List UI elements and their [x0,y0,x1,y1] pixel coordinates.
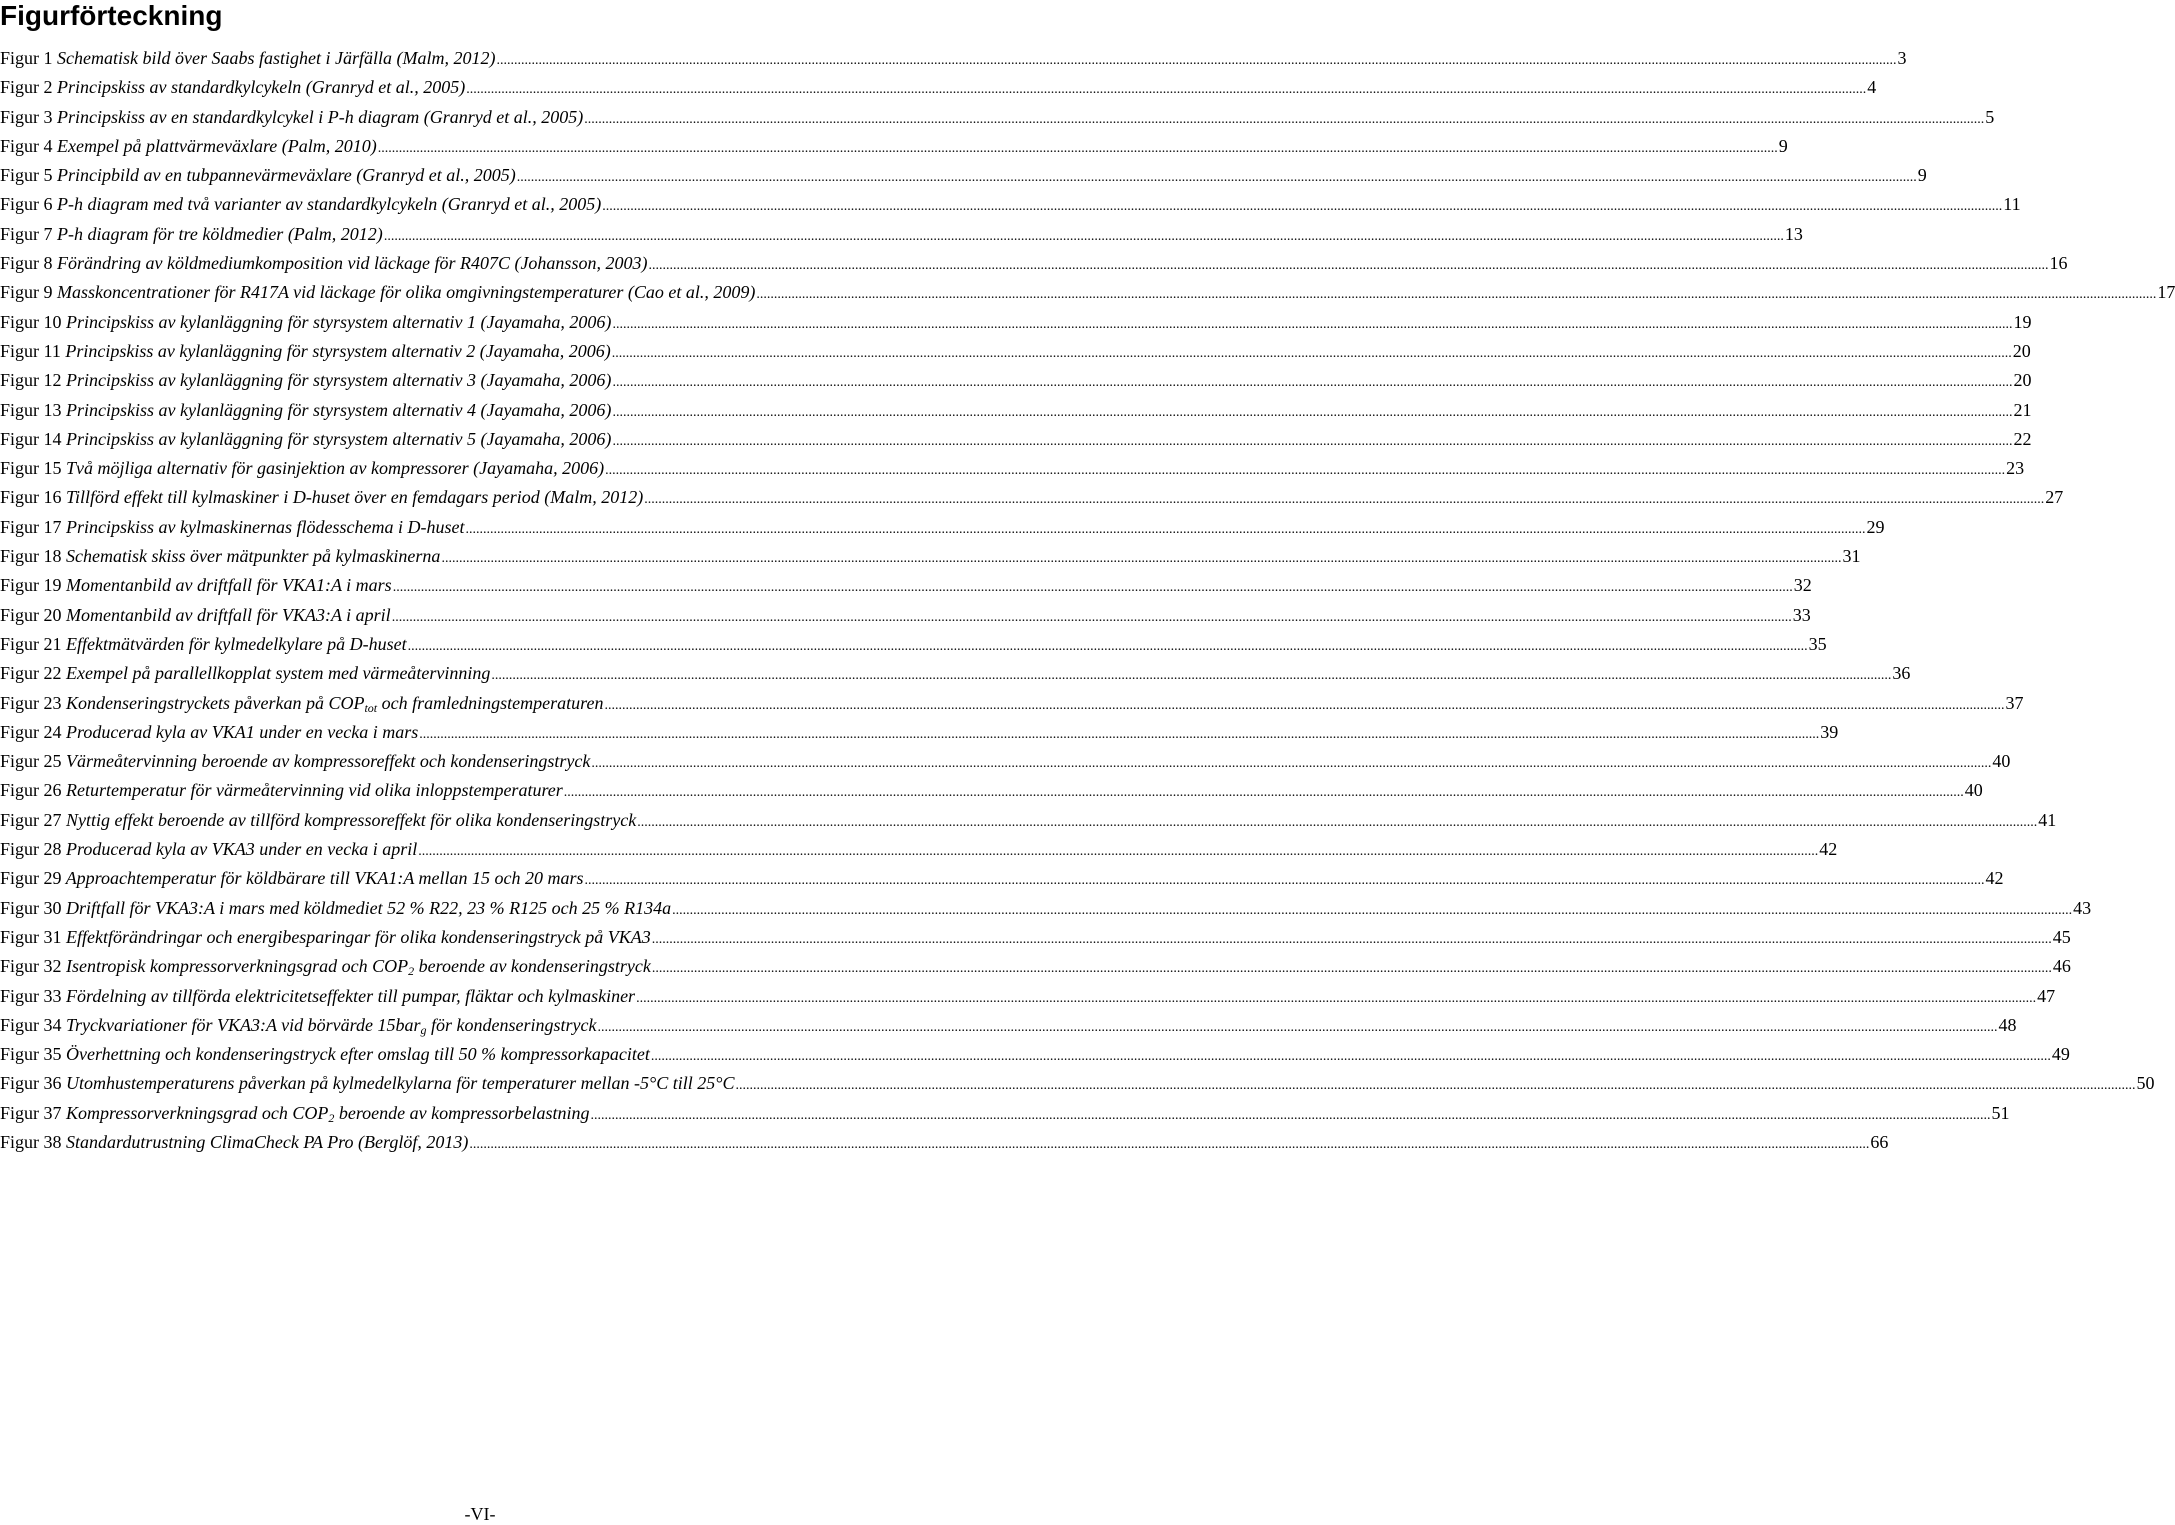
page-number: 50 [2136,1073,2155,1094]
dot-leader: ................................................................................................................................................................................................................................................................................................................................................................................................................ [756,287,2157,303]
page-number: 43 [2073,897,2092,918]
caption-text: Momentanbild av driftfall för VKA3:A i april [61,604,391,625]
toc-entry[interactable] [0,454,2025,483]
caption-text: Kompressorverkningsgrad och COP [61,1102,329,1123]
toc-entry[interactable] [0,1040,2070,1069]
page-number: 5 [1985,106,1995,127]
caption-text: Principskiss av en standardkylcykel i P-h diagram (Granryd et al., 2005) [52,106,584,127]
caption-text: Nyttig effekt beroende av tillförd kompressoreffekt för olika kondenseringstryck [61,809,637,830]
entry-title [0,190,601,219]
page-number: 47 [2037,985,2056,1006]
entry-title [0,132,377,161]
dot-leader: ................................................................................................................................................................................................................................................................................................................................................................................................................ [597,1019,1998,1035]
entry-title [0,425,611,454]
caption-text: Kondenseringstryckets påverkan på COP [61,692,365,713]
figure-number: Figur 5 [0,165,53,186]
figure-number: Figur 9 [0,282,53,303]
figure-number: Figur 36 [0,1073,62,1094]
toc-entry[interactable] [0,835,1838,864]
page-number: 51 [1991,1102,2010,1123]
entry-title [0,776,563,805]
page-number: 9 [1917,165,1927,186]
entry-title [0,806,636,835]
toc-entry[interactable] [0,483,2064,512]
dot-leader: ................................................................................................................................................................................................................................................................................................................................................................................................................ [590,1107,1991,1123]
toc-entry[interactable] [0,776,1983,805]
entry-title [0,454,604,483]
entry-title [0,366,611,395]
caption-text: Producerad kyla av VKA3 under en vecka i april [61,839,418,860]
caption-text: Exempel på parallellkopplat system med värmeåtervinning [61,663,491,684]
figure-number: Figur 32 [0,956,62,977]
toc-entry[interactable] [0,278,2175,307]
caption-text: Fördelning av tillförda elektricitetseffekter till pumpar, fläktar och kylmaskiner [61,985,636,1006]
figure-number: Figur 6 [0,194,53,215]
page-number: 23 [2006,458,2025,479]
entry-title [0,249,647,278]
entry-title [0,513,464,542]
toc-entry[interactable] [0,513,1885,542]
caption-text: Effektförändringar och energibesparingar för olika kondenseringstryck på VKA3 [61,926,651,947]
figure-number: Figur 12 [0,370,62,391]
figure-number: Figur 31 [0,926,62,947]
figure-number: Figur 38 [0,1131,62,1152]
caption-text: Tillförd effekt till kylmaskiner i D-huset över en femdagars period (Malm, 2012) [61,487,644,508]
page-number: 20 [2012,340,2031,361]
entry-title [0,601,391,630]
toc-entry[interactable] [0,601,1811,630]
entry-title [0,747,590,776]
dot-leader: ................................................................................................................................................................................................................................................................................................................................................................................................................ [672,902,2073,918]
page-number: 32 [1793,575,1812,596]
page-number: 21 [2013,399,2032,420]
page-number: 33 [1792,604,1811,625]
caption-text: Standardutrustning ClimaCheck PA Pro (Berglöf, 2013) [61,1131,469,1152]
figure-number: Figur 22 [0,663,62,684]
toc-entry[interactable] [0,1011,2017,1040]
caption-text: P-h diagram med två varianter av standardkylcykeln (Granryd et al., 2005) [52,194,602,215]
figure-number: Figur 13 [0,399,62,420]
page-number: 46 [2052,956,2071,977]
entry-title [0,44,495,73]
toc-entry[interactable] [0,864,2004,893]
dot-leader: ................................................................................................................................................................................................................................................................................................................................................................................................................ [563,785,1964,801]
figure-number: Figur 1 [0,48,53,68]
page-number: 19 [2013,311,2032,332]
caption-text: Schematisk bild över Saabs fastighet i Järfälla (Malm, 2012) [52,48,496,68]
figure-number: Figur 20 [0,604,62,625]
figure-number: Figur 17 [0,516,62,537]
figure-number: Figur 33 [0,985,62,1006]
page-number: 42 [1985,868,2004,889]
entry-title [0,982,635,1011]
dot-leader: ................................................................................................................................................................................................................................................................................................................................................................................................................ [648,258,2049,274]
toc-entry[interactable] [0,366,2032,395]
caption-text-continued: beroende av kondenseringstryck [414,956,651,977]
entry-title [0,278,755,307]
figure-number: Figur 19 [0,575,62,596]
entry-title [0,1040,650,1069]
dot-leader: ................................................................................................................................................................................................................................................................................................................................................................................................................ [584,873,1985,889]
page-number: 16 [2049,253,2068,274]
figure-list [0,44,2175,1157]
entry-title [0,894,671,923]
figure-number: Figur 26 [0,780,62,801]
page-number: 13 [1784,223,1803,244]
toc-entry[interactable] [0,190,2021,219]
dot-leader: ................................................................................................................................................................................................................................................................................................................................................................................................................ [612,375,2013,391]
dot-leader: ................................................................................................................................................................................................................................................................................................................................................................................................................ [465,521,1866,537]
figure-number: Figur 28 [0,839,62,860]
caption-text: Förändring av köldmediumkomposition vid läckage för R407C (Johansson, 2003) [52,253,648,274]
figure-number: Figur 8 [0,253,53,274]
page-number: 29 [1866,516,1885,537]
caption-text: Två möjliga alternativ för gasinjektion av kompressorer (Jayamaha, 2006) [61,458,605,479]
dot-leader: ................................................................................................................................................................................................................................................................................................................................................................................................................ [602,199,2003,215]
toc-entry[interactable] [0,894,2092,923]
caption-text: Principskiss av kylanläggning för styrsystem alternativ 3 (Jayamaha, 2006) [61,370,612,391]
entry-title [0,659,490,688]
caption-subscript: tot [364,700,378,715]
caption-text: Principskiss av kylmaskinernas flödesschema i D-huset [61,516,465,537]
caption-text-continued: beroende av kompressorbelastning [334,1102,590,1123]
entry-title [0,630,407,659]
dot-leader: ................................................................................................................................................................................................................................................................................................................................................................................................................ [636,990,2037,1006]
dot-leader: ................................................................................................................................................................................................................................................................................................................................................................................................................ [391,609,1792,625]
page-number: 66 [1870,1131,1889,1152]
toc-entry[interactable] [0,308,2032,337]
caption-subscript: g [420,1022,427,1037]
page-number: 22 [2013,428,2032,449]
dot-leader: ................................................................................................................................................................................................................................................................................................................................................................................................................ [612,433,2013,449]
toc-entry[interactable] [0,747,2011,776]
caption-subscript: 2 [328,1110,335,1125]
page-number: 4 [1867,77,1877,98]
dot-leader: ................................................................................................................................................................................................................................................................................................................................................................................................................ [377,140,1778,156]
dot-leader: ................................................................................................................................................................................................................................................................................................................................................................................................................ [383,228,1784,244]
caption-text: Driftfall för VKA3:A i mars med köldmediet 52 % R22, 23 % R125 och 25 % R134a [61,897,672,918]
dot-leader: ................................................................................................................................................................................................................................................................................................................................................................................................................ [441,551,1842,567]
toc-entry[interactable] [0,542,1861,571]
page-number: 39 [1820,721,1839,742]
caption-text: Värmeåtervinning beroende av kompressoreffekt och kondenseringstryck [61,751,591,772]
toc-entry[interactable] [0,44,1907,73]
entry-title [0,103,583,132]
page-number: 3 [1897,48,1907,68]
entry-title [0,1069,734,1098]
caption-text: Principskiss av kylanläggning för styrsystem alternativ 1 (Jayamaha, 2006) [61,311,612,332]
dot-leader: ................................................................................................................................................................................................................................................................................................................................................................................................................ [591,756,1992,772]
entry-title [0,542,440,571]
toc-entry[interactable] [0,1128,1889,1157]
toc-entry[interactable] [0,689,2024,718]
entry-title [0,718,418,747]
toc-entry[interactable] [0,659,1911,688]
caption-text: Momentanbild av driftfall för VKA1:A i mars [61,575,392,596]
caption-text: Exempel på plattvärmeväxlare (Palm, 2010) [52,135,377,156]
entry-title [0,483,643,512]
dot-leader: ................................................................................................................................................................................................................................................................................................................................................................................................................ [605,463,2006,479]
page-number: 40 [1992,751,2011,772]
figure-number: Figur 21 [0,633,62,654]
dot-leader: ................................................................................................................................................................................................................................................................................................................................................................................................................ [612,404,2013,420]
figure-number: Figur 10 [0,311,62,332]
page-number: 36 [1892,663,1911,684]
figure-number: Figur 27 [0,809,62,830]
dot-leader: ................................................................................................................................................................................................................................................................................................................................................................................................................ [612,316,2013,332]
figure-number: Figur 11 [0,340,61,361]
caption-subscript: 2 [408,964,415,979]
toc-entry[interactable] [0,103,1995,132]
page-number: 42 [1819,839,1838,860]
entry-title [0,73,465,102]
caption-text: Schematisk skiss över mätpunkter på kylmaskinerna [61,546,441,567]
caption-text: Principskiss av standardkylcykeln (Granryd et al., 2005) [52,77,466,98]
dot-leader: ................................................................................................................................................................................................................................................................................................................................................................................................................ [637,814,2038,830]
page-number-footer: -VI- [464,1504,496,1524]
page-title: Figurförteckning [0,0,223,31]
dot-leader: ................................................................................................................................................................................................................................................................................................................................................................................................................ [651,931,2052,947]
entry-title [0,337,611,366]
figure-number: Figur 35 [0,1044,62,1065]
toc-entry[interactable] [0,249,2068,278]
caption-text: Principskiss av kylanläggning för styrsystem alternativ 5 (Jayamaha, 2006) [61,428,612,449]
figure-number: Figur 37 [0,1102,62,1123]
dot-leader: ................................................................................................................................................................................................................................................................................................................................................................................................................ [516,170,1917,186]
toc-entry[interactable] [0,425,2032,454]
figure-number: Figur 18 [0,546,62,567]
toc-entry[interactable] [0,1069,2155,1098]
dot-leader: ................................................................................................................................................................................................................................................................................................................................................................................................................ [611,345,2012,361]
page-number: 31 [1842,546,1861,567]
caption-text: Isentropisk kompressorverkningsgrad och COP [61,956,409,977]
toc-entry[interactable] [0,952,2071,981]
caption-text-continued: och framledningstemperaturen [377,692,604,713]
toc-entry[interactable] [0,718,1839,747]
page-number: 9 [1778,135,1788,156]
caption-text: Producerad kyla av VKA1 under en vecka i mars [61,721,419,742]
toc-entry[interactable] [0,1099,2010,1128]
entry-title [0,864,583,893]
figure-number: Figur 29 [0,868,62,889]
page-number: 20 [2013,370,2032,391]
dot-leader: ................................................................................................................................................................................................................................................................................................................................................................................................................ [735,1078,2136,1094]
figure-number: Figur 23 [0,692,62,713]
page-number: 27 [2045,487,2064,508]
entry-title [0,923,651,952]
toc-entry[interactable] [0,73,1877,102]
dot-leader: ................................................................................................................................................................................................................................................................................................................................................................................................................ [650,1049,2051,1065]
dot-leader: ................................................................................................................................................................................................................................................................................................................................................................................................................ [407,638,1808,654]
page-number: 48 [1998,1014,2017,1035]
caption-text: Approachtemperatur för köldbärare till VKA1:A mellan 15 och 20 mars [61,868,584,889]
entry-title [0,571,392,600]
dot-leader: ................................................................................................................................................................................................................................................................................................................................................................................................................ [604,697,2005,713]
page-number: 41 [2038,809,2057,830]
toc-entry[interactable] [0,923,2071,952]
caption-text: Principskiss av kylanläggning för styrsystem alternativ 4 (Jayamaha, 2006) [61,399,612,420]
caption-text-continued: för kondenseringstryck [426,1014,597,1035]
caption-text: Principskiss av kylanläggning för styrsystem alternativ 2 (Jayamaha, 2006) [60,340,611,361]
toc-entry[interactable] [0,396,2032,425]
figure-number: Figur 24 [0,721,62,742]
caption-text: Utomhustemperaturens påverkan på kylmedelkylarna för temperaturer mellan -5°C till 25°C [61,1073,735,1094]
figure-number: Figur 30 [0,897,62,918]
page-number: 40 [1964,780,1983,801]
entry-title [0,835,417,864]
figure-number: Figur 4 [0,135,53,156]
entry-title [0,161,516,190]
caption-text: Överhettning och kondenseringstryck efter omslag till 50 % kompressorkapacitet [61,1044,650,1065]
toc-entry[interactable] [0,571,1812,600]
dot-leader: ................................................................................................................................................................................................................................................................................................................................................................................................................ [469,1136,1870,1152]
toc-entry[interactable] [0,337,2031,366]
figure-number: Figur 15 [0,458,62,479]
toc-entry[interactable] [0,161,1927,190]
toc-entry[interactable] [0,982,2056,1011]
dot-leader: ................................................................................................................................................................................................................................................................................................................................................................................................................ [644,492,2045,508]
entry-title [0,308,611,337]
toc-entry[interactable] [0,220,1803,249]
entry-title [0,1128,468,1157]
dot-leader: ................................................................................................................................................................................................................................................................................................................................................................................................................ [496,53,1897,68]
caption-text: Tryckvariationer för VKA3:A vid börvärde 15bar [61,1014,421,1035]
dot-leader: ................................................................................................................................................................................................................................................................................................................................................................................................................ [491,668,1892,684]
figure-number: Figur 3 [0,106,53,127]
page-number: 49 [2051,1044,2070,1065]
page-number: 35 [1808,633,1827,654]
figure-number: Figur 25 [0,751,62,772]
entry-title [0,220,383,249]
page-number: 17 [2157,282,2175,303]
caption-text: Masskoncentrationer för R417A vid läckage för olika omgivningstemperaturer (Cao et al., 2009) [52,282,756,303]
toc-entry[interactable] [0,132,1788,161]
caption-text: Returtemperatur för värmeåtervinning vid olika inloppstemperaturer [61,780,563,801]
entry-title [0,396,611,425]
dot-leader: ................................................................................................................................................................................................................................................................................................................................................................................................................ [419,726,1820,742]
caption-text: Principbild av en tubpannevärmeväxlare (Granryd et al., 2005) [52,165,516,186]
toc-entry[interactable] [0,806,2057,835]
caption-text: P-h diagram för tre köldmedier (Palm, 2012) [52,223,383,244]
page-number: 11 [2003,194,2021,215]
dot-leader: ................................................................................................................................................................................................................................................................................................................................................................................................................ [392,580,1793,596]
page-number: 45 [2052,926,2071,947]
figure-number: Figur 2 [0,77,53,98]
figure-number: Figur 14 [0,428,62,449]
dot-leader: ................................................................................................................................................................................................................................................................................................................................................................................................................ [651,961,2052,977]
caption-text: Effektmätvärden för kylmedelkylare på D-huset [61,633,407,654]
figure-number: Figur 7 [0,223,53,244]
figure-number: Figur 16 [0,487,62,508]
dot-leader: ................................................................................................................................................................................................................................................................................................................................................................................................................ [584,111,1985,127]
toc-entry[interactable] [0,630,1827,659]
dot-leader: ................................................................................................................................................................................................................................................................................................................................................................................................................ [466,82,1867,98]
dot-leader: ................................................................................................................................................................................................................................................................................................................................................................................................................ [418,844,1819,860]
figure-number: Figur 34 [0,1014,62,1035]
page-number: 37 [2005,692,2024,713]
